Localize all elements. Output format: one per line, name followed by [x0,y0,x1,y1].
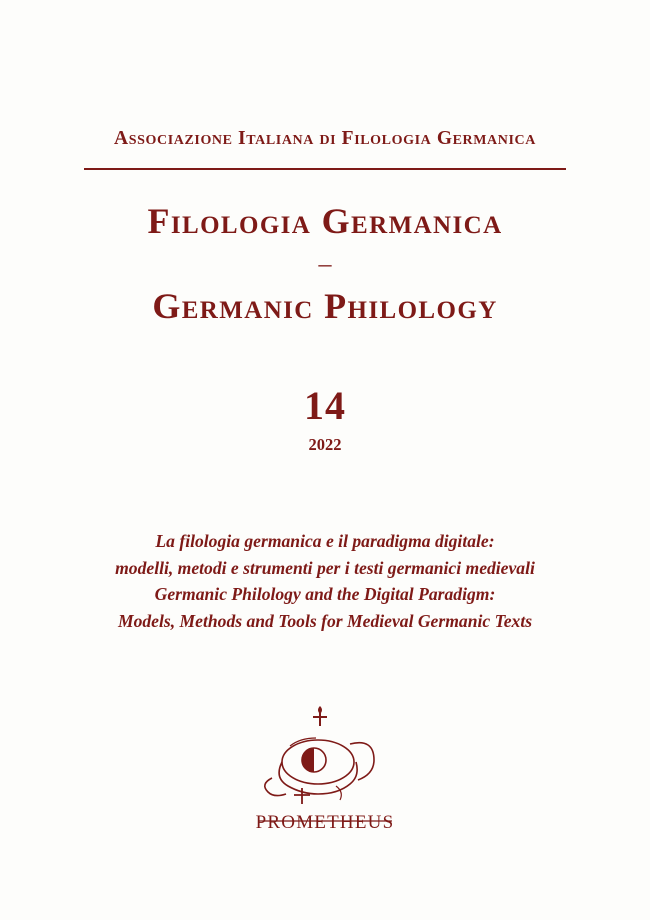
issue-number: 14 [304,383,346,428]
issue-year: 2022 [308,435,342,454]
prometheus-logo [250,700,400,840]
header-divider-rule [84,168,566,170]
association-name: Associazione Italiana di Filologia Germanica [114,128,536,149]
title-separator-dash: – [318,249,332,279]
title-block [0,200,650,327]
volume-subtitle [55,528,595,635]
publisher-name: PROMETHEUS [255,812,395,833]
oil-lamp-icon [250,700,400,840]
journal-title-italian: Filologia Germanica [147,201,503,241]
subtitle-line-4: Models, Methods and Tools for Medieval Germanic Texts [117,611,533,632]
publisher-logo-wrap [0,700,650,840]
journal-title-english: Germanic Philology [152,285,498,326]
subtitle-line-3: Germanic Philology and the Digital Paradigm: [154,584,496,605]
subtitle-line-2: modelli, metodi e strumenti per i testi germanici medievali [115,557,535,578]
subtitle-line-1: La filologia germanica e il paradigma digitale: [155,531,495,551]
